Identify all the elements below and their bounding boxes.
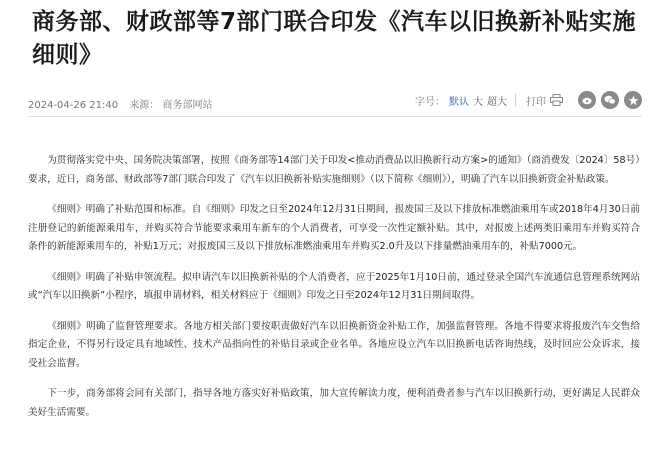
- wechat-icon[interactable]: [601, 91, 619, 109]
- font-size-label: 字号：: [415, 96, 445, 108]
- article-source: 来源： 商务部网站: [129, 100, 213, 111]
- print-label: 打印: [526, 96, 546, 108]
- article-title: 商务部、财政部等7部门联合印发《汽车以旧换新补贴实施细则》: [32, 9, 637, 68]
- divider: [515, 94, 516, 106]
- article-body: [28, 152, 640, 434]
- font-size-xlarge[interactable]: 超大: [487, 96, 507, 108]
- share-group: [573, 91, 642, 109]
- paragraph-3: 《细则》明确了补贴申领流程。拟申请汽车以旧换新补贴的个人消费者，应于2025年1月10日前，通过登录全国汽车流通信息管理系统网站或“汽车以旧换新”小程序，填报申请材料，相关材料应于《细则》印发之日至2024年12月31日期间取得。: [28, 271, 640, 301]
- article-tools: [415, 91, 642, 109]
- paragraph-4: 《细则》明确了监督管理要求。各地方相关部门要按职责做好汽车以旧换新资金补贴工作，加强监督管理。各地不得要求将报废汽车交售给指定企业，不得另行设定具有地域性、技术产品指向性的补贴目录或企业名单。各地应设立汽车以旧换新电话咨询热线，及时回应公众诉求，接受社会监督。: [28, 320, 640, 369]
- article-meta-bar: [28, 88, 642, 117]
- article-meta: [28, 96, 221, 111]
- paragraph-5: 下一步，商务部将会同有关部门，指导各地方落实好补贴政策，加大宣传解读力度，便利消费者参与汽车以旧换新行动，更好满足人民群众美好生活需要。: [28, 388, 640, 418]
- font-size-default[interactable]: 默认: [449, 96, 469, 108]
- printer-icon: [550, 94, 563, 106]
- weibo-icon[interactable]: [578, 91, 596, 109]
- font-size-large[interactable]: 大: [473, 96, 483, 108]
- paragraph-1: 为贯彻落实党中央、国务院决策部署，按照《商务部等14部门关于印发<推动消费品以旧换新行动方案>的通知》（商消费发〔2024〕58号）要求，近日，商务部、财政部等7部门联合印发了《汽车以旧换新补贴实施细则》（以下简称《细则》），明确了汽车以旧换新资金补贴政策。: [28, 155, 640, 185]
- publish-date: 2024-04-26 21:40: [28, 100, 119, 111]
- paragraph-2: 《细则》明确了补贴范围和标准。自《细则》印发之日至2024年12月31日期间，报废国三及以下排放标准燃油乘用车或2018年4月30日前注册登记的新能源乘用车，并购买符合节能要求乘用车新车的个人消费者，可享受一次性定额补贴。其中，对报废上述两类旧乘用车并购买符合条件的新能源乘用车的，补贴1万元；对报废国三及以下排放标准燃油乘用车并购买2.0升及以下排量燃油乘用车的，补贴7000元。: [28, 204, 640, 252]
- print-button[interactable]: [526, 93, 563, 108]
- star-icon[interactable]: [624, 91, 642, 109]
